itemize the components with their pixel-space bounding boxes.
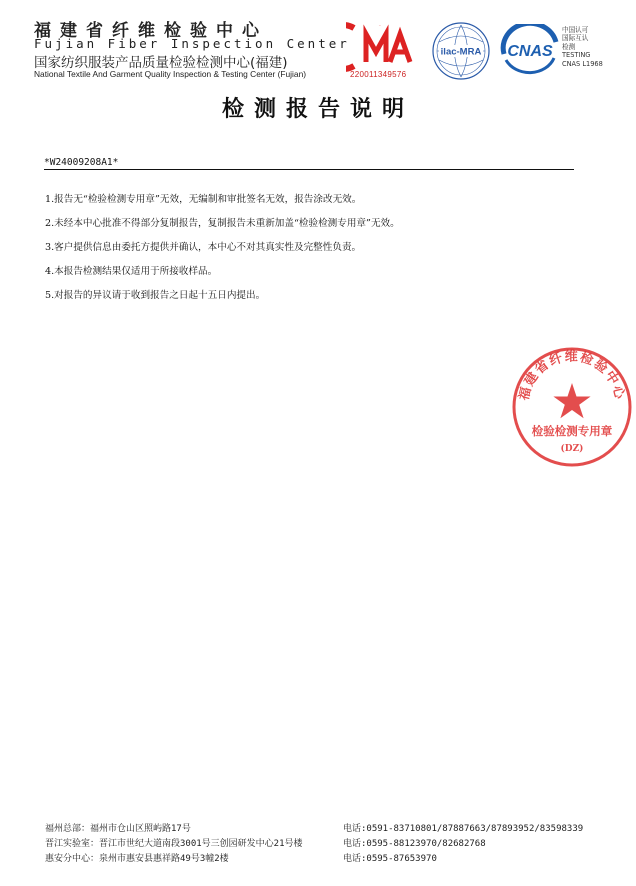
footer-contacts [45, 821, 615, 866]
svg-text:CNAS: CNAS [507, 43, 553, 60]
note-item: 3.客户提供信息由委托方提供并确认，本中心不对其真实性及完整性负责。 [45, 242, 362, 253]
footer-phone: 电话:0595-88123970/82682768 [343, 839, 486, 849]
note-item: 4.本报告检测结果仅适用于所接收样品。 [45, 266, 218, 277]
notes-list [45, 193, 585, 313]
report-code: *W24009208A1* [44, 157, 119, 168]
official-seal-stamp [510, 345, 634, 469]
svg-text:(DZ): (DZ) [560, 444, 584, 454]
footer-row [45, 836, 615, 851]
page-title: 检测报告说明 [221, 96, 414, 122]
ilac-mra-logo-icon [430, 20, 492, 82]
divider [44, 169, 574, 170]
footer-phone: 电话:0595-87653970 [343, 854, 437, 864]
cma-logo-icon [346, 22, 414, 76]
star-icon [553, 383, 590, 418]
letterhead [34, 14, 614, 78]
org-subname-en: National Textile And Garment Quality Inspection & Testing Center (Fujian) [34, 69, 307, 79]
svg-text:CMA: CMA [378, 26, 382, 27]
cnas-line: TESTING [562, 51, 591, 60]
note-item: 5.对报告的异议请于收到报告之日起十五日内提出。 [45, 290, 266, 301]
org-name-cn: 福建省纤维检验中心 [34, 21, 268, 41]
cnas-logo-icon [498, 24, 562, 76]
svg-text:ilac-MRA: ilac-MRA [440, 46, 482, 58]
footer-address: 惠安分中心：泉州市惠安县惠祥路49号3幢2楼 [45, 854, 229, 864]
footer-phone: 电话:0591-83710801/87887663/87893952/83598339 [343, 824, 584, 834]
cnas-line: 检测 [562, 42, 576, 51]
cma-number: 220011349576 [350, 70, 407, 79]
cnas-accreditation-text [562, 26, 603, 68]
footer-address: 福州总部：福州市仓山区照屿路17号 [45, 824, 191, 834]
org-subname-cn: 国家纺织服装产品质量检验检测中心(福建) [34, 55, 288, 71]
note-item: 2.未经本中心批准不得部分复制报告，复制报告未重新加盖“检验检测专用章”无效。 [45, 218, 400, 229]
cnas-line: 中国认可 [562, 26, 589, 34]
svg-text:福建省纤维检验中心: 福建省纤维检验中心 [516, 349, 628, 402]
footer-row [45, 851, 615, 866]
footer-row [45, 821, 615, 836]
footer-address: 晋江实验室：晋江市世纪大道南段3001号三创园研发中心21号楼 [45, 839, 303, 849]
cnas-line: 国际互认 [562, 34, 589, 43]
org-name-en: Fujian Fiber Inspection Center [34, 36, 350, 51]
svg-text:检验检测专用章: 检验检测专用章 [531, 424, 613, 438]
note-item: 1.报告无“检验检测专用章”无效，无编制和审批签名无效，报告涂改无效。 [45, 194, 362, 205]
cnas-line: CNAS L1968 [562, 59, 603, 68]
